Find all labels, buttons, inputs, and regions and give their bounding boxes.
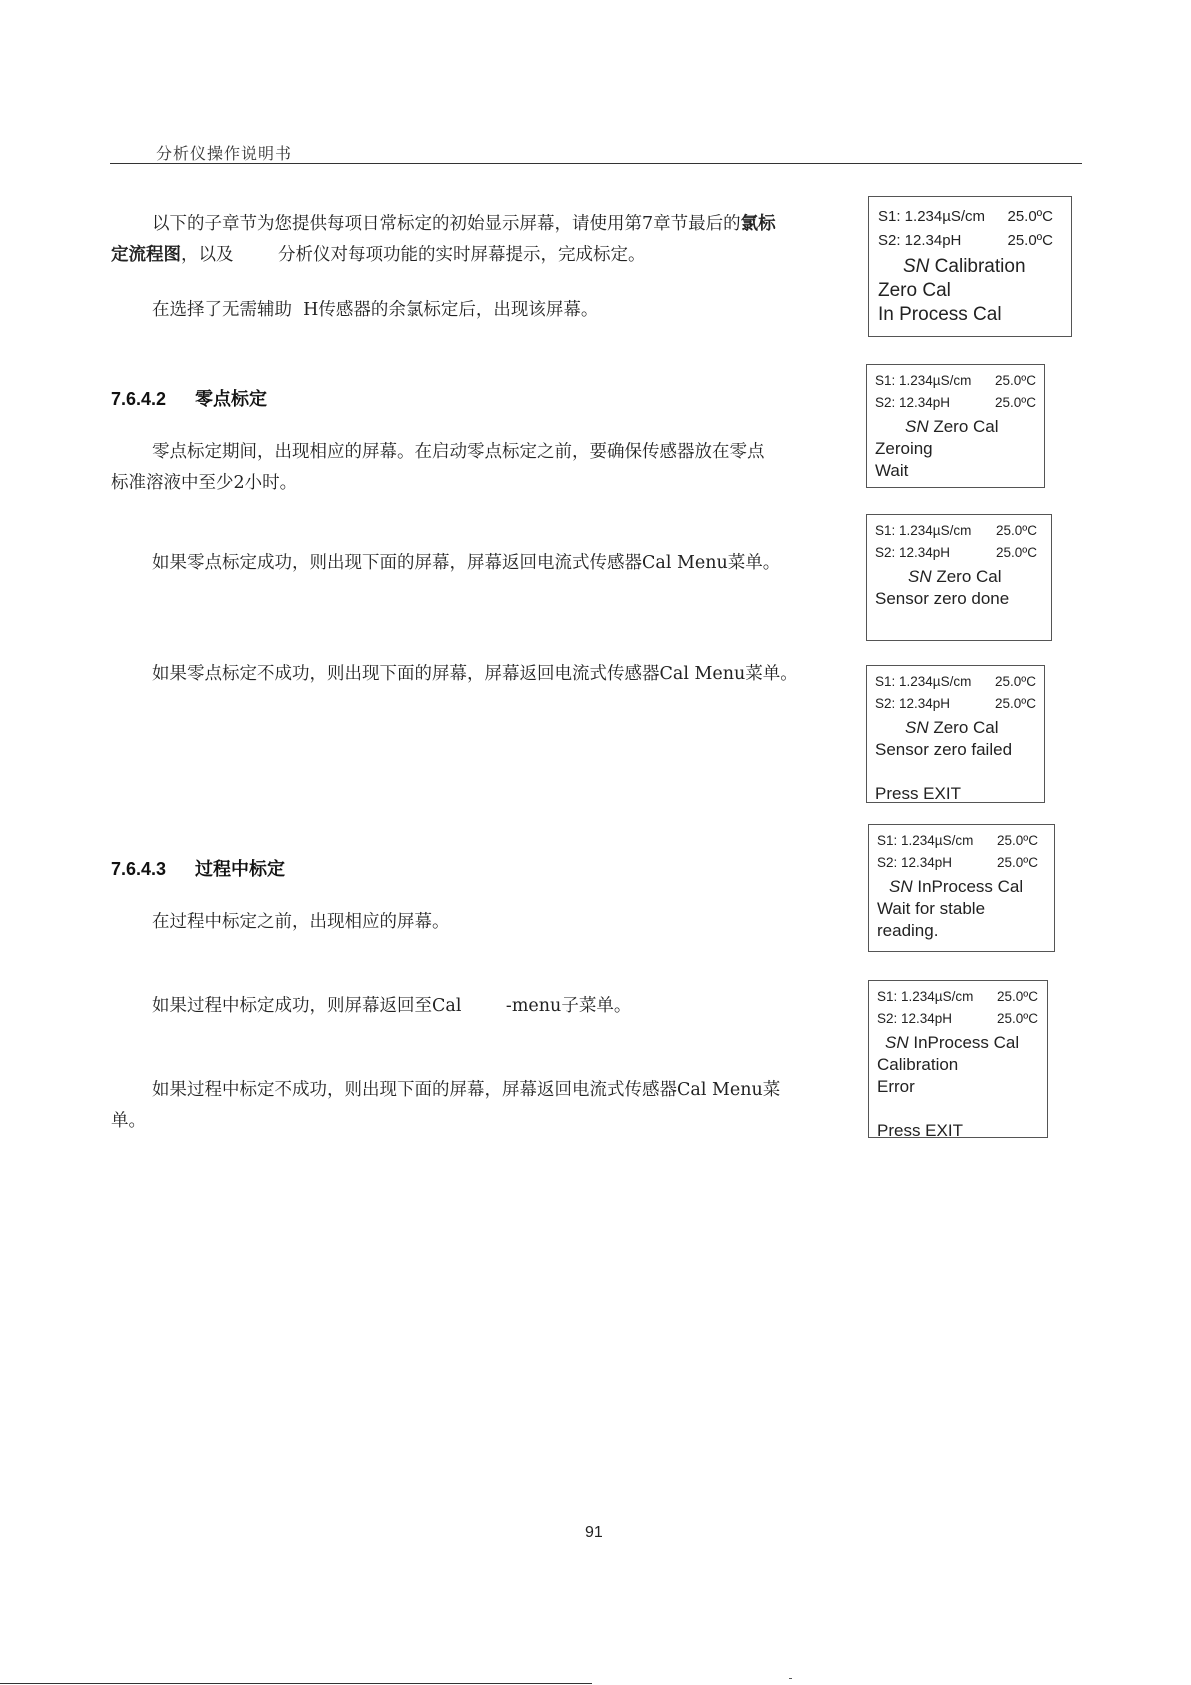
menu-line: In Process Cal xyxy=(878,304,1002,325)
sensor-number: SN xyxy=(903,256,930,277)
section-title: 零点标定 xyxy=(195,389,267,409)
section-number: 7.6.4.2 xyxy=(111,389,167,409)
sensor2-temp: 25.0ºC xyxy=(1007,232,1053,249)
zero-during-paragraph xyxy=(111,437,851,499)
sensor1-reading: S1: 1.234µS/cm xyxy=(875,674,972,689)
page-number: 91 xyxy=(585,1524,603,1541)
status-line: reading. xyxy=(877,921,939,940)
sensor2-temp: 25.0ºC xyxy=(997,1011,1038,1026)
lcd-screen-zero-failed xyxy=(866,665,1045,803)
status-line: Zeroing xyxy=(875,439,933,458)
intro-text-1: 以下的子章节为您提供每项日常标定的初始显示屏幕，请使用第7章节最后的 xyxy=(152,214,741,234)
inprocess-fail-line-1: 如果过程中标定不成功，则出现下面的屏幕，屏幕返回电流式传感器Cal Menu菜 xyxy=(152,1080,781,1100)
screen-title: InProcess Cal xyxy=(912,877,1024,896)
no-assist-paragraph: 在选择了无需辅助 H传感器的余氯标定后，出现该屏幕。 xyxy=(152,300,599,320)
status-line: Calibration xyxy=(877,1055,959,1074)
zero-fail-paragraph: 如果零点标定不成功，则出现下面的屏幕，屏幕返回电流式传感器Cal Menu菜单。 xyxy=(152,664,798,684)
sensor-number: SN xyxy=(905,718,929,737)
sensor-number: SN xyxy=(889,877,913,896)
inprocess-fail-line-2: 单。 xyxy=(111,1111,146,1131)
exit-prompt: Press EXIT xyxy=(877,1121,963,1140)
screen-title: Zero Cal xyxy=(928,718,999,737)
sensor-number: SN xyxy=(885,1033,909,1052)
zero-success-paragraph: 如果零点标定成功，则出现下面的屏幕，屏幕返回电流式传感器Cal Menu菜单。 xyxy=(152,553,781,573)
sensor1-temp: 25.0ºC xyxy=(995,674,1036,689)
sensor1-reading: S1: 1.234µS/cm xyxy=(875,373,972,388)
inprocess-fail-paragraph xyxy=(111,1075,851,1137)
sensor1-temp: 25.0ºC xyxy=(995,373,1036,388)
lcd-screen-inprocess-error xyxy=(868,980,1048,1138)
sensor1-temp: 25.0ºC xyxy=(997,989,1038,1004)
sensor1-temp: 25.0ºC xyxy=(997,833,1038,848)
exit-prompt: Press EXIT xyxy=(875,784,961,803)
header-divider xyxy=(110,163,1082,164)
status-line: Wait xyxy=(875,461,909,480)
status-line: Sensor zero failed xyxy=(875,740,1013,759)
sensor-number: SN xyxy=(905,417,929,436)
sensor1-temp: 25.0ºC xyxy=(1007,208,1053,225)
sensor1-reading: S1: 1.234µS/cm xyxy=(875,523,972,538)
sensor2-reading: S2: 12.34pH xyxy=(875,696,951,711)
lcd-screen-zero-done xyxy=(866,514,1052,641)
section-title: 过程中标定 xyxy=(195,859,285,879)
sensor2-reading: S2: 12.34pH xyxy=(878,232,962,249)
intro-bold-1: 氯标 xyxy=(740,214,776,234)
sensor2-reading: S2: 12.34pH xyxy=(877,855,953,870)
screen-title: Zero Cal xyxy=(931,567,1002,586)
screen-title: Calibration xyxy=(929,256,1026,277)
sensor1-reading: S1: 1.234µS/cm xyxy=(877,833,974,848)
inprocess-success-paragraph: 如果过程中标定成功，则屏幕返回至Cal -menu子菜单。 xyxy=(152,996,632,1016)
section-number: 7.6.4.3 xyxy=(111,859,167,879)
section-heading-zero xyxy=(111,385,267,411)
lcd-screen-zeroing xyxy=(866,364,1045,488)
status-line xyxy=(875,762,1036,784)
sensor1-reading: S1: 1.234µS/cm xyxy=(878,208,986,225)
section-heading-inprocess xyxy=(111,855,285,881)
document-header-title: 分析仪操作说明书 xyxy=(156,144,293,163)
inprocess-before-paragraph: 在过程中标定之前，出现相应的屏幕。 xyxy=(152,912,450,932)
status-line: Sensor zero done xyxy=(875,589,1010,608)
footer-mark xyxy=(789,1678,792,1679)
sensor2-reading: S2: 12.34pH xyxy=(877,1011,953,1026)
sensor1-reading: S1: 1.234µS/cm xyxy=(877,989,974,1004)
sensor-number: SN xyxy=(908,567,932,586)
sensor2-temp: 25.0ºC xyxy=(995,395,1036,410)
sensor1-temp: 25.0ºC xyxy=(996,523,1037,538)
sensor2-temp: 25.0ºC xyxy=(997,855,1038,870)
lcd-screen-calibration-menu xyxy=(868,196,1072,337)
lcd-screen-inprocess-wait xyxy=(868,824,1055,952)
sensor2-reading: S2: 12.34pH xyxy=(875,395,951,410)
sensor2-temp: 25.0ºC xyxy=(995,696,1036,711)
screen-title: InProcess Cal xyxy=(908,1033,1020,1052)
zero-during-line-2: 标准溶液中至少2小时。 xyxy=(111,473,298,493)
footer-divider xyxy=(0,1683,592,1684)
screen-title: Zero Cal xyxy=(928,417,999,436)
menu-line: Zero Cal xyxy=(878,280,951,301)
status-line: Error xyxy=(877,1077,915,1096)
intro-bold-2: 定流程图 xyxy=(111,245,181,265)
sensor2-temp: 25.0ºC xyxy=(996,545,1037,560)
status-line: Wait for stable xyxy=(877,899,986,918)
sensor2-reading: S2: 12.34pH xyxy=(875,545,951,560)
intro-text-2: ，以及 分析仪对每项功能的实时屏幕提示，完成标定。 xyxy=(181,245,646,265)
zero-during-line-1: 零点标定期间，出现相应的屏幕。在启动零点标定之前，要确保传感器放在零点 xyxy=(152,442,765,462)
intro-paragraph xyxy=(111,209,851,271)
status-line xyxy=(877,1099,1038,1121)
